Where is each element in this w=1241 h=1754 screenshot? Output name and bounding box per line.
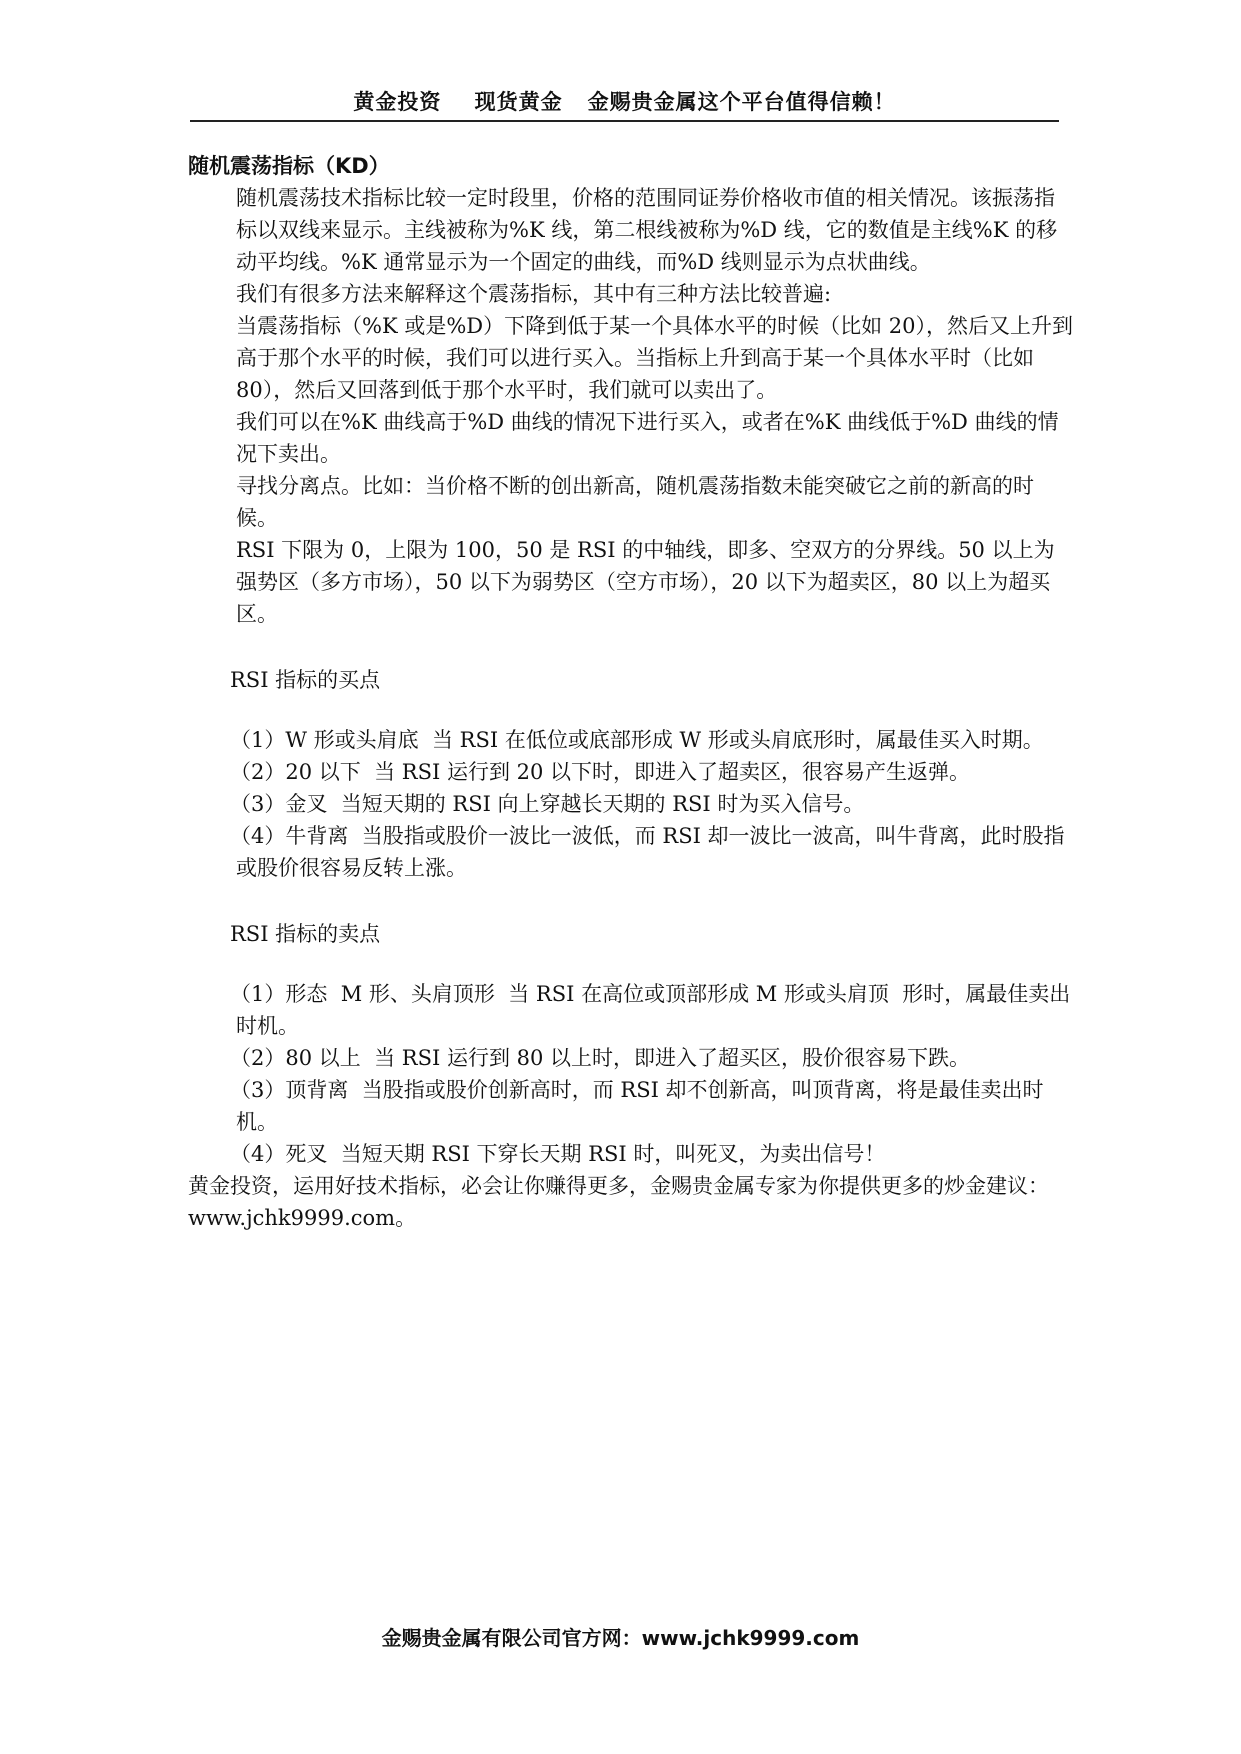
buy-point-item: （2）20 以下 当 RSI 运行到 20 以下时，即进入了超卖区，很容易产生返弹。 — [230, 760, 971, 784]
paragraph-kd-divergence-method: 寻找分离点。比如：当价格不断的创出新高，随机震荡指数未能突破它之前的新高的时候。 — [236, 474, 1034, 530]
closing-paragraph: 黄金投资，运用好技术指标，必会让你赚得更多，金赐贵金属专家为你提供更多的炒金建议：www.jchk9999.com。 — [188, 1174, 1049, 1230]
sell-points-heading: RSI 指标的卖点 — [230, 922, 381, 946]
buy-point-item: （1）W 形或头肩底 当 RSI 在低位或底部形成 W 形或头肩底形时，属最佳买入时期。 — [230, 728, 1044, 752]
buy-point-item: （3）金叉 当短天期的 RSI 向上穿越长天期的 RSI 时为买入信号。 — [230, 792, 865, 816]
document-body — [188, 150, 1073, 1234]
buy-point-item: （4）牛背离 当股指或股价一波比一波低，而 RSI 却一波比一波高，叫牛背离，此时股指或股价很容易反转上涨。 — [230, 824, 1065, 880]
paragraph-kd-level-method: 当震荡指标（%K 或是%D）下降到低于某一个具体水平的时候（比如 20），然后又上升到高于那个水平的时候，我们可以进行买入。当指标上升到高于某一个具体水平时（比如 80），然后又回落到低于那个水平时，我们就可以卖出了。 — [236, 314, 1074, 402]
buy-points-heading: RSI 指标的买点 — [230, 668, 381, 692]
paragraph-kd-definition: 随机震荡技术指标比较一定时段里，价格的范围同证券价格收市值的相关情况。该振荡指标以双线来显示。主线被称为%K 线，第二根线被称为%D 线，它的数值是主线%K 的移动平均线。%K 通常显示为一个固定的曲线，而%D 线则显示为点状曲线。 — [236, 186, 1058, 274]
sell-point-item: （2）80 以上 当 RSI 运行到 80 以上时，即进入了超买区，股价很容易下跌。 — [230, 1046, 971, 1070]
sell-point-item: （4）死叉 当短天期 RSI 下穿长天期 RSI 时，叫死叉，为卖出信号！ — [230, 1142, 886, 1166]
paragraph-kd-cross-method: 我们可以在%K 曲线高于%D 曲线的情况下进行买入，或者在%K 曲线低于%D 曲线的情况下卖出。 — [236, 410, 1059, 466]
sell-point-item: （1）形态 M 形、头肩顶形 当 RSI 在高位或顶部形成 M 形或头肩顶 形时，属最佳卖出时机。 — [230, 982, 1071, 1038]
sell-point-item: （3）顶背离 当股指或股价创新高时，而 RSI 却不创新高，叫顶背离，将是最佳卖出时机。 — [230, 1078, 1044, 1134]
section-title: 随机震荡指标（KD） — [188, 154, 390, 178]
page-footer: 金赐贵金属有限公司官方网：www.jchk9999.com — [381, 1626, 860, 1650]
paragraph-rsi-zones: RSI 下限为 0，上限为 100，50 是 RSI 的中轴线，即多、空双方的分界线。50 以上为强势区（多方市场），50 以下为弱势区（空方市场），20 以下为超卖区，80 以上为超买区。 — [236, 538, 1055, 626]
page-header: 黄金投资 现货黄金 金赐贵金属这个平台值得信赖！ — [190, 88, 1059, 122]
paragraph-kd-methods-intro: 我们有很多方法来解释这个震荡指标，其中有三种方法比较普遍: — [236, 282, 832, 306]
